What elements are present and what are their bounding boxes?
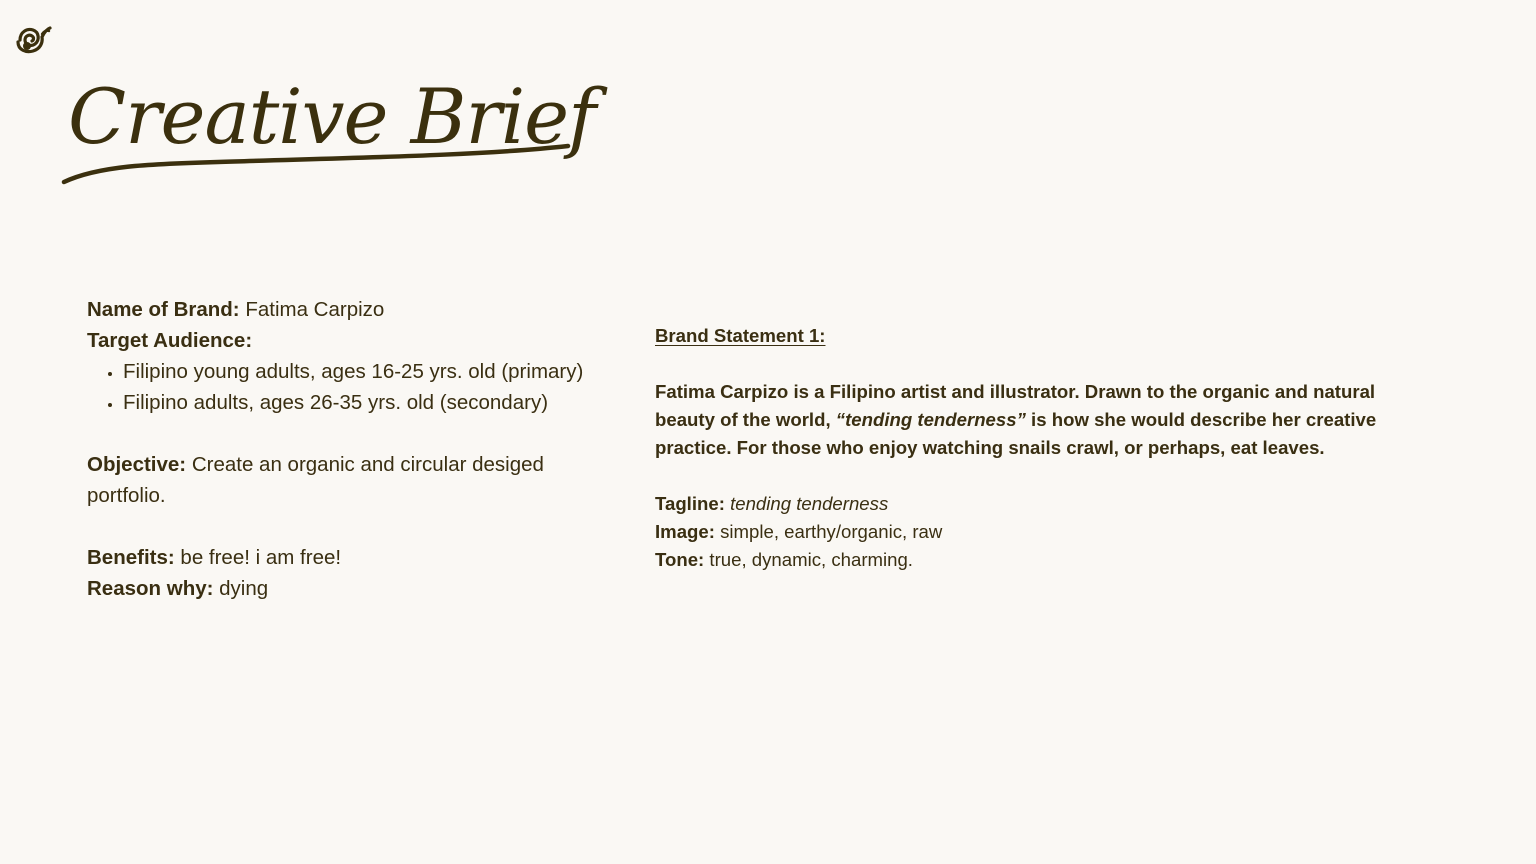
brand-statement-part-1: Fatima Carpizo is a Filipino artist and illustrator. Drawn to the organic and natural beauty of the world, [655, 381, 1376, 430]
reason-why-value: dying [213, 577, 269, 600]
tagline-value: tending tenderness [724, 493, 889, 514]
brief-details-left [87, 294, 587, 604]
objective-line [87, 449, 587, 511]
reason-why-line [87, 573, 587, 604]
target-audience-label: Target Audience: [87, 329, 253, 352]
objective-value: Create an organic and circular desiged portfolio. [87, 453, 544, 507]
image-line [655, 518, 1425, 546]
tone-line [655, 546, 1425, 574]
image-label: Image: [655, 521, 715, 542]
tone-label: Tone: [655, 549, 705, 570]
tone-value: true, dynamic, charming. [704, 549, 913, 570]
page-title: Creative Brief [68, 72, 596, 161]
reason-why-label: Reason why: [87, 577, 214, 600]
benefits-value: be free! i am free! [174, 546, 342, 569]
brand-statement-part-2: is how she would describe her creative practice. For those who enjoy watching snails crawl, or perhaps, eat leaves. [655, 409, 1377, 458]
snail-logo-icon [16, 22, 52, 54]
objective-label: Objective: [87, 453, 187, 476]
brand-statement-emphasis: “tending tenderness” [835, 409, 1026, 430]
list-item: • Filipino adults, ages 26-35 yrs. old (secondary) [123, 387, 587, 418]
image-value: simple, earthy/organic, raw [714, 521, 943, 542]
tagline-line [655, 490, 1425, 518]
benefits-label: Benefits: [87, 546, 175, 569]
benefits-line [87, 542, 587, 573]
brand-name-value: Fatima Carpizo [239, 298, 385, 321]
brand-statement-heading: Brand Statement 1: [655, 325, 826, 346]
tagline-label: Tagline: [655, 493, 725, 514]
brand-name-line [87, 294, 587, 325]
list-item: • Filipino young adults, ages 16-25 yrs. old (primary) [123, 356, 587, 387]
brand-name-label: Name of Brand: [87, 298, 240, 321]
title-underline-swash [58, 70, 578, 200]
target-audience-list [87, 356, 587, 418]
brief-details-right [655, 322, 1425, 574]
target-audience-line [87, 325, 587, 356]
brand-statement-text [655, 378, 1425, 462]
title-block [58, 70, 596, 200]
